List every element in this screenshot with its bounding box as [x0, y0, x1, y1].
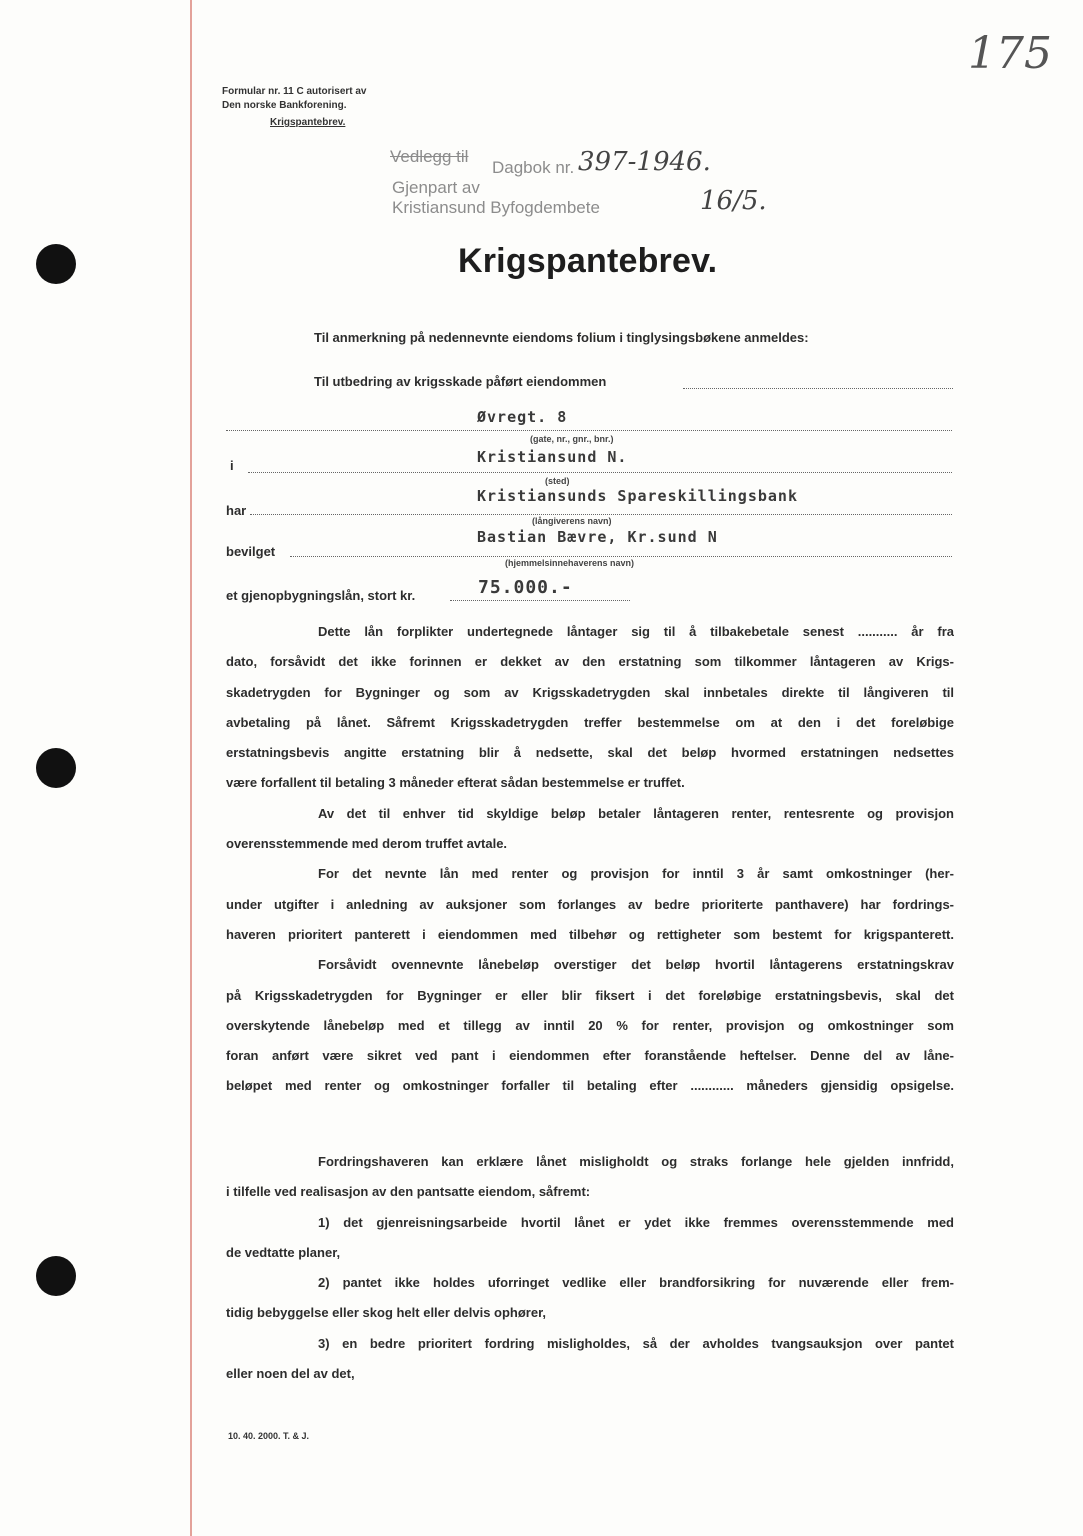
lender-value: Kristiansunds Spareskillingsbank [477, 487, 798, 505]
holder-caption: (hjemmelsinnehaverens navn) [505, 558, 635, 568]
stamp-date: 16/5. [700, 186, 767, 216]
address-line [226, 430, 952, 431]
form-line-3: Krigspantebrev. [270, 117, 346, 128]
text-line: beløpet med renter og omkostninger forfaller til betaling efter ............ måneders gjensidig opsigelse. [226, 1078, 954, 1094]
list-item: 2) pantet ikke holdes uforringet vedlike eller brandforsikring for nuværende eller frem- [318, 1275, 954, 1291]
text-line: i tilfelle ved realisasjon av den pantsatte eiendom, såfremt: [226, 1184, 591, 1200]
utbedring-label: Til utbedring av krigsskade påført eiendommen [314, 374, 607, 389]
stamp-dagbok-number: 397-1946. [578, 147, 711, 177]
margin-rule [190, 0, 192, 1536]
text-line: overskytende lånebeløp med et tillegg av inntil 20 % for renter, provisjon og omkostninger som [226, 1017, 954, 1033]
place-value: Kristiansund N. [477, 448, 628, 466]
address-caption: (gate, nr., gnr., bnr.) [530, 434, 614, 444]
place-line [248, 472, 952, 473]
list-item: de vedtatte planer, [226, 1244, 341, 1260]
address-value: Øvregt. 8 [477, 408, 568, 426]
form-line-2: Den norske Bankforening. [222, 100, 347, 111]
lender-line [250, 514, 952, 515]
stamp-line-2: Gjenpart av [392, 178, 480, 197]
text-line: foran anført være sikret ved pant i eiendommen efter foranstående heftelser. Denne del av låne- [226, 1048, 954, 1064]
list-item: tidig bebyggelse eller skog helt eller delvis ophører, [226, 1305, 547, 1321]
text-line: avbetaling på lånet. Såfremt Krigsskadetrygden treffer bestemmelse om at den i det foreløbige [226, 714, 954, 730]
paragraph-default [226, 1147, 954, 1389]
bevilget-label: bevilget [226, 544, 276, 559]
intro-text: Til anmerkning på nedennevnte eiendoms folium i tinglysingsbøkene anmeldes: [314, 330, 809, 345]
text-line: For det nevnte lån med renter og provisjon for inntil 3 år samt omkostninger (her- [318, 866, 954, 882]
text-line: Forsåvidt ovennevnte lånebeløp overstiger det beløp hvortil låntagerens erstatningskrav [318, 957, 954, 973]
punch-hole [36, 244, 76, 284]
list-item: 1) det gjenreisningsarbeide hvortil lånet er ydet ikke fremmes overensstemmende med [318, 1214, 954, 1230]
place-caption: (sted) [545, 476, 570, 486]
text-line: under utgifter i anledning av auksjoner som forlanges av bedre prioriterte panthavere) har fordrings- [226, 896, 954, 912]
holder-line [290, 556, 952, 557]
punch-hole [36, 748, 76, 788]
text-line: dato, forsåvidt det ikke forinnen er dekket av den erstatning som tilkommer låntageren av Krigs- [226, 654, 954, 670]
stamp-dagbok-label: Dagbok nr. [492, 158, 575, 177]
holder-value: Bastian Bævre, Kr.sund N [477, 528, 718, 546]
form-line-1: Formular nr. 11 C autorisert av [222, 86, 367, 97]
page-number: 175 [968, 28, 1052, 79]
text-line: Fordringshaveren kan erklære lånet misligholdt og straks forlange hele gjelden innfridd, [318, 1154, 954, 1169]
text-line: på Krigsskadetrygden for Bygninger er eller blir fiksert i det foreløbige erstatningsbevis, skal det [226, 987, 954, 1003]
stamp-line-3: Kristiansund Byfogdembete [392, 198, 600, 217]
text-line: erstatningsbevis angitte erstatning blir å nedsette, skal det beløp hvormed erstatningen nedsettes [226, 745, 954, 761]
page-title: Krigspantebrev. [458, 242, 718, 280]
loan-line [450, 600, 630, 601]
text-line: skadetrygden for Bygninger og som av Krigsskadetrygden skal innbetales direkte til långiveren til [226, 684, 954, 700]
print-footer: 10. 40. 2000. T. & J. [228, 1431, 310, 1441]
paragraph-repayment [226, 617, 954, 1102]
text-line: haveren prioritert panterett i eiendommen med tilbehør og rettigheter som bestemt for krigspanterett. [226, 926, 954, 942]
text-line: Dette lån forplikter undertegnede låntager sig til å tilbakebetale senest ........... år fra [318, 624, 954, 639]
text-line: Av det til enhver tid skyldige beløp betaler låntageren renter, rentesrente og provisjon [318, 805, 954, 821]
list-item: 3) en bedre prioritert fordring misligholdes, så der avholdes tvangsauksjon over pantet [318, 1335, 954, 1351]
loan-amount: 75.000.- [478, 577, 573, 598]
stamp-struck-text: Vedlegg til [390, 147, 469, 166]
text-line: overensstemmende med derom truffet avtale. [226, 836, 508, 852]
lender-caption: (långiverens navn) [532, 516, 612, 526]
punch-hole [36, 1256, 76, 1296]
text-line: være forfallent til betaling 3 måneder efterat sådan bestemmelse er truffet. [226, 775, 685, 791]
utbedring-line [683, 388, 953, 389]
i-label: i [230, 458, 234, 473]
list-item: eller noen del av det, [226, 1366, 355, 1382]
loan-label: et gjenopbygningslån, stort kr. [226, 588, 416, 603]
har-label: har [226, 503, 247, 518]
